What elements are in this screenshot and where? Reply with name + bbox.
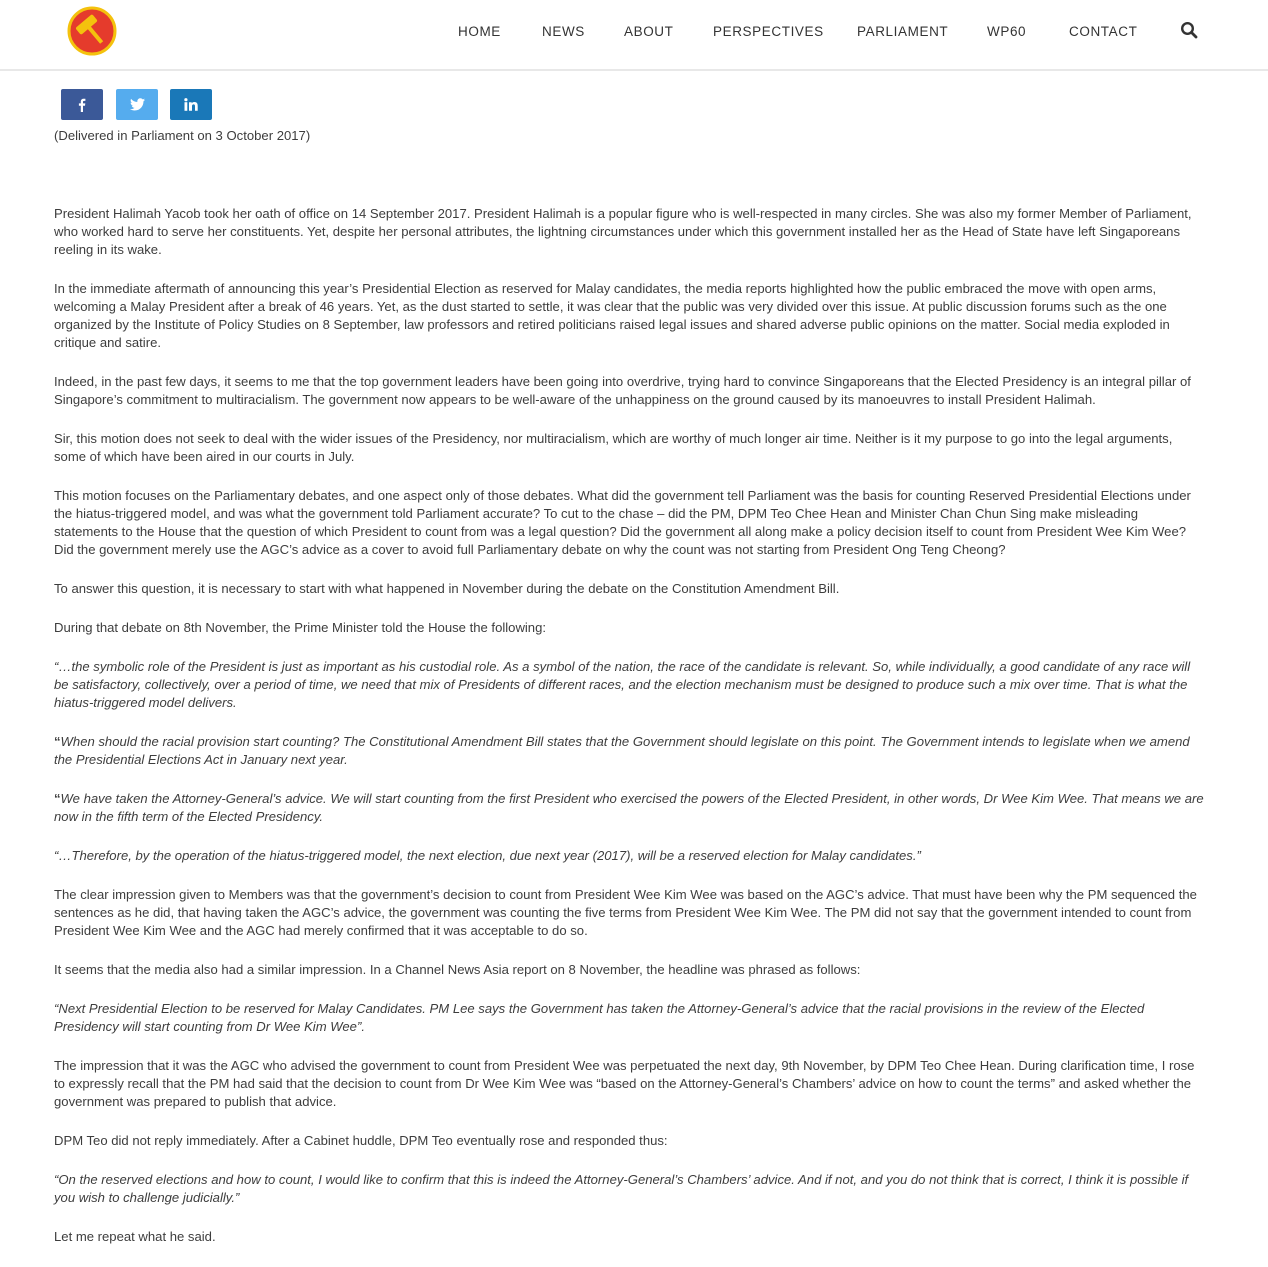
article-paragraph [54,1171,1204,1207]
article-paragraph [54,847,1204,865]
paragraph-text: We have taken the Attorney-General’s advice. We will start counting from the first President who exercised the powers of the Elected President, in other words, Dr Wee Kim Wee. That means we are now in the fifth term of the Elected Presidency. [54,791,1204,824]
search-icon[interactable] [1180,21,1198,39]
article-paragraph [54,1132,1204,1150]
article-paragraph [54,580,1204,598]
article-paragraph [54,886,1204,940]
paragraph-text: President Halimah Yacob took her oath of office on 14 September 2017. President Halimah is a popular figure who is well-respected in many circles. She was also my former Member of Parliament, who worked hard to serve her constituents. Yet, despite her personal attributes, the lightning circumstances under which this government installed her as the Head of State have left Singaporeans reeling in its wake. [54,206,1192,257]
article-paragraphs [54,205,1204,1246]
nav-wp60[interactable]: WP60 [987,24,1027,39]
article-paragraph [54,1000,1204,1036]
nav-contact[interactable]: CONTACT [1069,24,1138,39]
article-paragraph [54,205,1204,259]
paragraph-text: When should the racial provision start counting? The Constitutional Amendment Bill states that the Government should legislate on this point. The Government intends to legislate when we amend the Presidential Elections Act in January next year. [54,734,1190,767]
article-paragraph [54,430,1204,466]
paragraph-text: During that debate on 8th November, the Prime Minister told the House the following: [54,620,547,635]
article-paragraph [54,1057,1204,1111]
article-paragraph [54,619,1204,637]
paragraph-text: “On the reserved elections and how to count, I would like to confirm that this is indeed the Attorney-General’s Chambers’ advice. And if not, and you do not think that is correct, I think it is possible if you wish to challenge judicially.” [54,1172,1189,1205]
paragraph-text: To answer this question, it is necessary to start with what happened in November during the debate on the Constitution Amendment Bill. [54,581,840,596]
delivered-note: (Delivered in Parliament on 3 October 2017) [54,128,311,143]
article-paragraph [54,790,1204,826]
article-paragraph [54,280,1204,352]
paragraph-text: The clear impression given to Members was that the government’s decision to count from President Wee Kim Wee was based on the AGC’s advice. That must have been why the PM sequenced the sentences as he did, that having taken the AGC’s advice, the government was counting the five terms from President Wee Kim Wee. The PM did not say that the government intended to count from President Wee Kim Wee and the AGC had merely confirmed that it was acceptable to do so. [54,887,1197,938]
article-paragraph [54,733,1204,769]
article-paragraph [54,658,1204,712]
nav-home[interactable]: HOME [458,24,501,39]
twitter-share-button[interactable] [116,89,158,120]
paragraph-text: DPM Teo did not reply immediately. After a Cabinet huddle, DPM Teo eventually rose and responded thus: [54,1133,668,1148]
paragraph-text: The impression that it was the AGC who advised the government to count from President Wee was perpetuated the next day, 9th November, by DPM Teo Chee Hean. During clarification time, I rose to expressly recall that the PM had said that the decision to count from Dr Wee Kim Wee was “based on the Attorney-General’s Chambers’ advice on how to count the terms” and asked whether the government was prepared to publish that advice. [54,1058,1195,1109]
article-paragraph [54,373,1204,409]
nav-perspectives[interactable]: PERSPECTIVES [713,24,824,39]
article-paragraph [54,487,1204,559]
paragraph-text: “…Therefore, by the operation of the hiatus-triggered model, the next election, due next year (2017), will be a reserved election for Malay candidates.” [54,848,921,863]
paragraph-text: It seems that the media also had a similar impression. In a Channel News Asia report on 8 November, the headline was phrased as follows: [54,962,861,977]
linkedin-share-button[interactable] [170,89,212,120]
paragraph-text: Let me repeat what he said. [54,1229,216,1244]
paragraph-text: In the immediate aftermath of announcing this year’s Presidential Election as reserved for Malay candidates, the media reports highlighted how the public embraced the move with open arms, welcoming a Malay President after a break of 46 years. Yet, as the dust started to settle, it was clear that the public was very divided over this issue. At public discussion forums such as the one organized by the Institute of Policy Studies on 8 September, law professors and retired politicians raised legal issues and shared adverse public opinions on the matter. Social media exploded in critique and satire. [54,281,1170,350]
paragraph-text: “…the symbolic role of the President is just as important as his custodial role. As a symbol of the nation, the race of the candidate is relevant. So, while individually, a good candidate of any race will be satisfactory, collectively, over a period of time, we need that mix of Presidents of different races, and the election mechanism must be designed to produce such a mix over time. That is what the hiatus-triggered model delivers. [54,659,1191,710]
nav-about[interactable]: ABOUT [624,24,674,39]
nav-news[interactable]: NEWS [542,24,585,39]
paragraph-text: Sir, this motion does not seek to deal with the wider issues of the Presidency, nor multiracialism, which are worthy of much longer air time. Neither is it my purpose to go into the legal arguments, some of which have been aired in our courts in July. [54,431,1173,464]
quote-mark: “ [54,734,61,749]
facebook-icon [75,98,89,112]
site-header [0,0,1268,71]
paragraph-text: Indeed, in the past few days, it seems to me that the top government leaders have been going into overdrive, trying hard to convince Singaporeans that the Elected Presidency is an integral pillar of Singapore’s commitment to multiracialism. The government now appears to be well-aware of the unhappiness on the ground caused by its manoeuvres to install President Halimah. [54,374,1191,407]
twitter-icon [130,98,145,111]
linkedin-icon [184,98,198,111]
hammer-logo-icon[interactable] [67,6,117,56]
paragraph-text: “Next Presidential Election to be reserved for Malay Candidates. PM Lee says the Government has taken the Attorney-General’s advice that the racial provisions in the review of the Elected Presidency will start counting from Dr Wee Kim Wee”. [54,1001,1145,1034]
nav-parliament[interactable]: PARLIAMENT [857,24,949,39]
facebook-share-button[interactable] [61,89,103,120]
quote-mark: “ [54,791,61,806]
article-paragraph [54,1228,1204,1246]
paragraph-text: This motion focuses on the Parliamentary debates, and one aspect only of those debates. What did the government tell Parliament was the basis for counting Reserved Presidential Elections under the hiatus-triggered model, and was what the government told Parliament accurate? To cut to the chase – did the PM, DPM Teo Chee Hean and Minister Chan Chun Sing make misleading statements to the House that the question of which President to count from was a legal question? Did the government all along make a policy decision itself to count from President Wee Kim Wee? Did the government merely use the AGC’s advice as a cover to avoid full Parliamentary debate on why the count was not starting from President Ong Teng Cheong? [54,488,1191,557]
article-body [54,127,1204,1267]
article-paragraph [54,961,1204,979]
